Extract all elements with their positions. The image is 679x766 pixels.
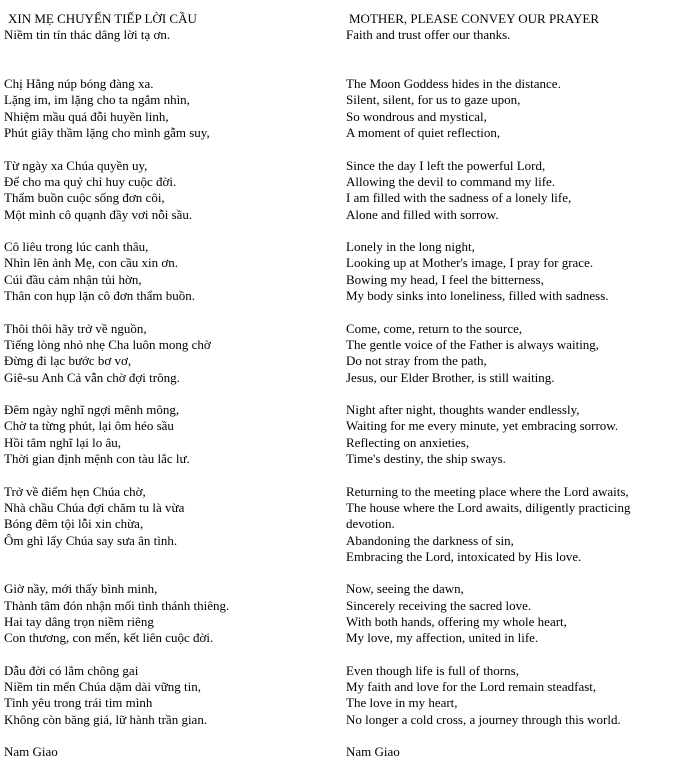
poem-line: Nhìn lên ảnh Mẹ, con cầu xin ơn. [4,255,179,271]
poem-line: Để cho ma quỷ chỉ huy cuộc đời. [4,173,177,189]
poem-line: Silent, silent, for us to gaze upon, [346,92,521,108]
stanza-break [4,60,334,76]
vietnamese-poem-column [4,11,334,761]
poem-line: Cúi đầu cảm nhận tủi hờn, [4,271,142,287]
poem-line: devotion. [346,516,395,532]
poem-line: Now, seeing the dawn, [346,581,464,597]
poem-line: Từ ngày xa Chúa quyền uy, [4,157,148,173]
poem-line: Đêm ngày nghĩ ngợi mênh mông, [4,402,180,418]
stanza-break [4,141,334,157]
stanza-break [4,647,334,663]
stanza-break [346,60,676,76]
poem-line: Time's destiny, the ship sways. [346,451,506,467]
stanza-break [346,565,676,581]
poem-line: Nhà chầu Chúa đợi chăm tu là vừa [4,499,185,515]
stanza-break [4,565,334,581]
poem-line: Since the day I left the powerful Lord, [346,157,546,173]
stanza-break [346,223,676,239]
poem-line: Faith and trust offer our thanks. [346,27,511,43]
poem-line: Trở về điểm hẹn Chúa chờ, [4,483,146,499]
poem-line: Do not stray from the path, [346,353,487,369]
poem-line: Allowing the devil to command my life. [346,173,556,189]
vietnamese-poem-title: XIN MẸ CHUYỂN TIẾP LỜI CẦU [8,11,197,26]
poem-line: Nam Giao [4,744,58,760]
poem-line: Con thương, con mến, kết liên cuộc đời. [4,630,214,646]
poem-line: Ôm ghì lấy Chúa say sưa ân tình. [4,532,178,548]
poem-line: Thẩm buồn cuộc sống đơn côi, [4,190,165,206]
english-poem-body [346,27,676,760]
poem-line: Waiting for me every minute, yet embracing sorrow. [346,418,619,434]
poem-line: The love in my heart, [346,695,458,711]
poem-line: My love, my affection, united in life. [346,630,539,646]
poem-line: No longer a cold cross, a journey through this world. [346,711,621,727]
stanza-break [346,304,676,320]
stanza-break [346,728,676,744]
stanza-break [346,647,676,663]
poem-line: My body sinks into loneliness, filled with sadness. [346,288,609,304]
poem-line: Bóng đêm tội lỗi xin chừa, [4,516,144,532]
poem-line: Cô liêu trong lúc canh thâu, [4,239,149,255]
poem-line: Alone and filled with sorrow. [346,206,499,222]
poem-line: Đừng đi lạc bước bơ vơ, [4,353,132,369]
poem-line: Looking up at Mother's image, I pray for grace. [346,255,594,271]
stanza-break [4,44,334,60]
poem-line: My faith and love for the Lord remain steadfast, [346,679,597,695]
poem-line: Lặng im, im lặng cho ta ngắm nhìn, [4,92,190,108]
poem-line: Bowing my head, I feel the bitterness, [346,271,544,287]
poem-line: Giê-su Anh Cả vẫn chờ đợi trông. [4,369,180,385]
poem-line: Thôi thôi hãy trở về nguồn, [4,320,147,336]
stanza-break [346,141,676,157]
stanza-break [4,304,334,320]
poem-line: Nam Giao [346,744,400,760]
poem-line: Một mình cô quạnh đầy vơi nỗi sầu. [4,206,193,222]
poem-line: Hai tay dâng trọn niềm riêng [4,613,154,629]
stanza-break [4,728,334,744]
poem-line: The house where the Lord awaits, diligently practicing [346,499,631,515]
poem-line: The Moon Goddess hides in the distance. [346,76,561,92]
poem-line: Giờ nầy, mới thấy bình minh, [4,581,158,597]
vietnamese-poem-body [4,27,334,760]
poem-line: Abandoning the darkness of sin, [346,532,514,548]
poem-line: Come, come, return to the source, [346,320,523,336]
english-poem-column [346,11,676,761]
poem-line: Chị Hằng núp bóng đàng xa. [4,76,154,92]
poem-line: Niềm tin mến Chúa dặm dài vững tin, [4,679,201,695]
poem-line: Returning to the meeting place where the Lord awaits, [346,483,629,499]
poem-line: Chờ ta từng phút, lại ôm héo sầu [4,418,174,434]
poem-line: Thành tâm đón nhận mối tình thánh thiêng. [4,597,230,613]
stanza-break [346,386,676,402]
poem-line: I am filled with the sadness of a lonely life, [346,190,572,206]
poem-line: Sincerely receiving the sacred love. [346,597,532,613]
stanza-break [4,386,334,402]
poem-line: Không còn băng giá, lữ hành trần gian. [4,711,208,727]
poem-line: The gentle voice of the Father is always waiting, [346,336,600,352]
poem-line: Nhiệm mầu quá đỗi huyền linh, [4,108,169,124]
poem-line: Phút giây thầm lặng cho mình gẫm suy, [4,125,210,141]
stanza-break [346,44,676,60]
poem-line: Thời gian định mệnh con tàu lắc lư. [4,451,190,467]
poem-line: Thân con hụp lặn cô đơn thẩm buồn. [4,288,196,304]
poem-line: Lonely in the long night, [346,239,475,255]
poem-line: Hồi tâm nghĩ lại lo âu, [4,434,121,450]
stanza-break [346,467,676,483]
poem-line: Jesus, our Elder Brother, is still waiting. [346,369,555,385]
stanza-break [4,549,334,565]
stanza-break [4,467,334,483]
poem-line: A moment of quiet reflection, [346,125,501,141]
stanza-break [4,223,334,239]
poem-line: Tình yêu trong trái tim mình [4,695,153,711]
poem-line: Embracing the Lord, intoxicated by His love. [346,548,582,564]
english-poem-title: MOTHER, PLEASE CONVEY OUR PRAYER [349,11,600,26]
poem-line: Even though life is full of thorns, [346,662,519,678]
poem-line: Niềm tin tín thác dâng lời tạ ơn. [4,27,171,43]
poem-line: Night after night, thoughts wander endlessly, [346,402,580,418]
poem-line: Dẫu đời có lắm chông gai [4,662,139,678]
poem-line: So wondrous and mystical, [346,108,487,124]
poem-line: With both hands, offering my whole heart, [346,613,567,629]
poem-line: Reflecting on anxieties, [346,434,470,450]
poem-line: Tiếng lòng nhỏ nhẹ Cha luôn mong chờ [4,336,211,352]
